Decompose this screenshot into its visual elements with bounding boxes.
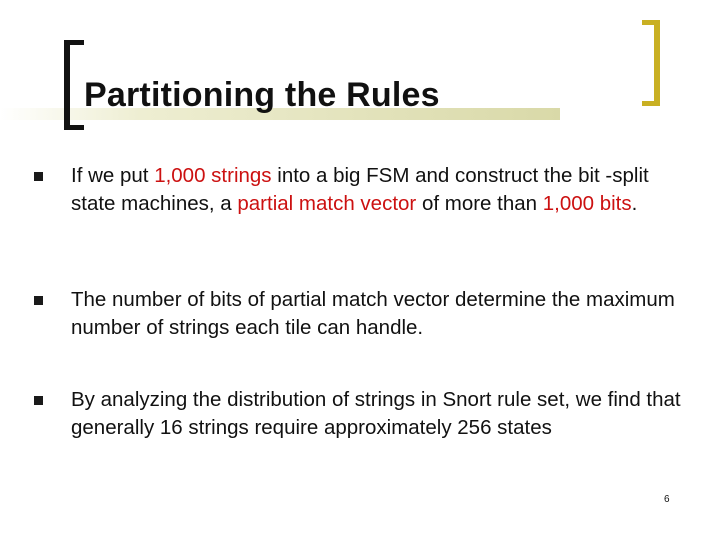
bullet-text-run: of more than — [416, 192, 543, 215]
slide-title: Partitioning the Rules — [84, 76, 440, 114]
right-bracket-top-serif — [642, 20, 660, 25]
left-bracket-bottom-serif — [64, 125, 84, 130]
highlight-strings-count: 1,000 strings — [154, 164, 272, 187]
bullet-text — [71, 162, 696, 218]
right-bracket-decoration — [654, 20, 660, 106]
page-number: 6 — [664, 494, 670, 505]
right-bracket-bottom-serif — [642, 101, 660, 106]
left-bracket-decoration — [64, 40, 70, 130]
bullet-text-run: . — [631, 192, 638, 215]
highlight-partial-match-vector: partial match vector — [237, 192, 417, 215]
bullet-square-icon — [34, 172, 43, 181]
bullet-text: By analyzing the distribution of strings in Snort rule set, we find that generally 16 strings require approximately 256 states — [71, 388, 681, 439]
bullet-text: The number of bits of partial match vector determine the maximum number of strings each tile can handle. — [71, 288, 675, 339]
bullet-text-run: If we put — [71, 164, 155, 187]
left-bracket-top-serif — [64, 40, 84, 45]
bullet-square-icon — [34, 396, 43, 405]
bullet-text-run: into a big FSM and construct the bit -split state machines, a — [71, 164, 649, 215]
bullet-square-icon — [34, 296, 43, 305]
highlight-bits-count: 1,000 bits — [542, 192, 632, 215]
